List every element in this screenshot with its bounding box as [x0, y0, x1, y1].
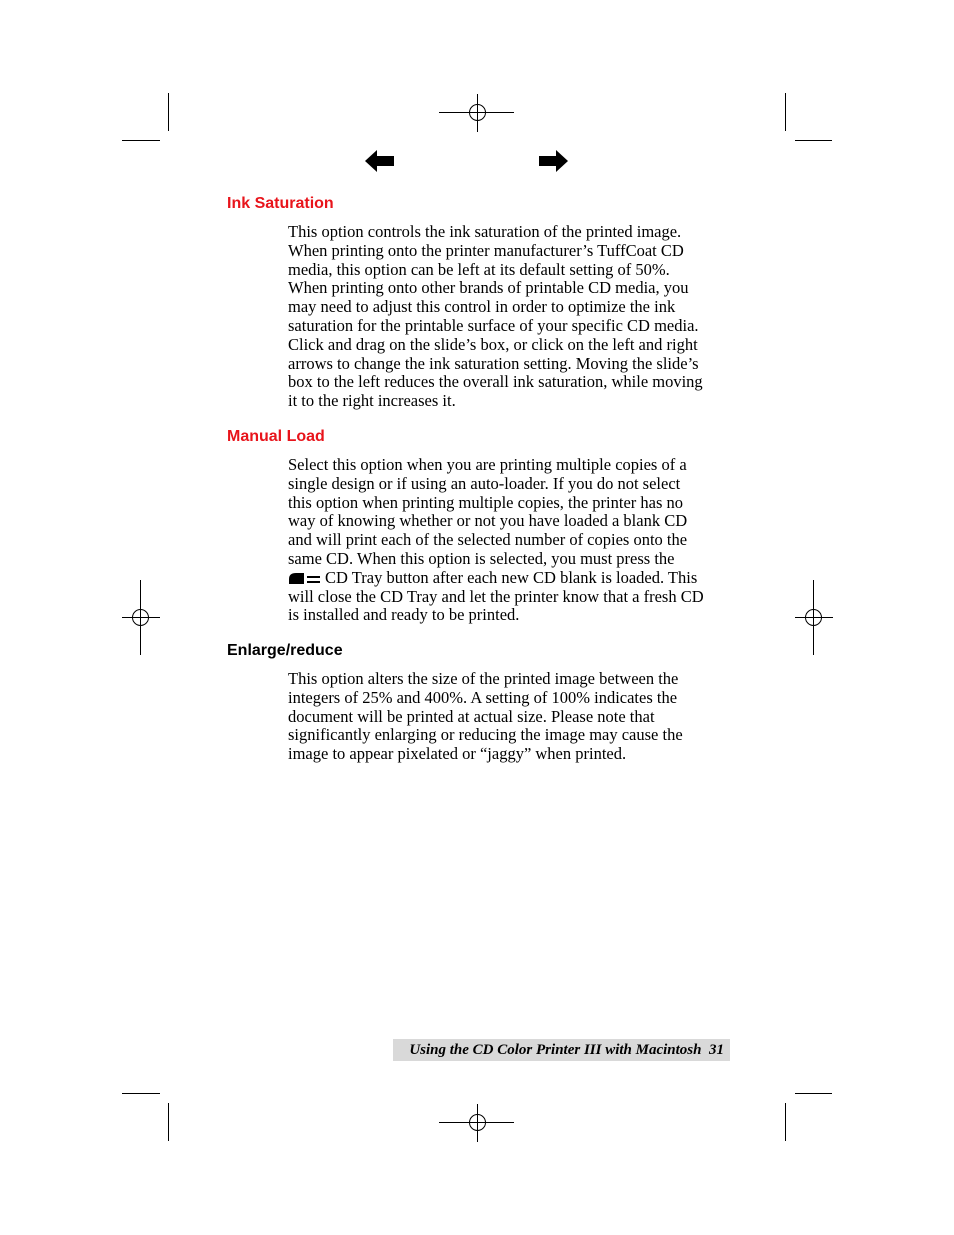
back-button[interactable]	[365, 150, 395, 177]
manual-load-paragraph	[288, 456, 738, 625]
text-line: this option when printing multiple copies, the printer has no	[288, 492, 684, 512]
cd-tray-button-icon	[288, 572, 321, 585]
section-heading-ink-saturation: Ink Saturation	[227, 195, 334, 212]
text-line: single design or if using an auto-loader. If you do not select	[288, 473, 681, 493]
enlarge-reduce-paragraph	[288, 670, 738, 764]
text-fragment: CD Tray button after each new CD blank is loaded. This	[325, 567, 698, 587]
text-line: integers of 25% and 400%. A setting of 100% indicates the	[288, 687, 678, 707]
page-footer	[393, 1039, 730, 1061]
text-line: document will be printed at actual size. Please note that	[288, 706, 655, 726]
arrow-right-icon	[539, 150, 569, 172]
section-heading-enlarge-reduce: Enlarge/reduce	[227, 642, 343, 659]
text-line: will close the CD Tray and let the printer know that a fresh CD	[288, 586, 704, 606]
text-line: is installed and ready to be printed.	[288, 605, 520, 625]
text-line: image to appear pixelated or “jaggy” when printed.	[288, 744, 627, 764]
footer-running-title: Using the CD Color Printer III with Macintosh 31	[409, 1042, 724, 1058]
text-line: arrows to change the ink saturation setting. Moving the slide’s	[288, 353, 699, 373]
text-line: media, this option can be left at its default setting of 50%.	[288, 259, 670, 279]
text-line: Select this option when you are printing multiple copies of a	[288, 455, 687, 474]
text-line: box to the left reduces the overall ink saturation, while moving	[288, 372, 703, 392]
text-line: This option controls the ink saturation of the printed image.	[288, 222, 682, 241]
text-line: When printing onto the printer manufacturer’s TuffCoat CD	[288, 240, 684, 260]
section-heading-manual-load: Manual Load	[227, 428, 325, 445]
text-line: saturation for the printable surface of your specific CD media.	[288, 315, 699, 335]
text-line: When printing onto other brands of printable CD media, you	[288, 278, 689, 298]
text-line: and will print each of the selected number of copies onto the	[288, 530, 688, 550]
text-line-with-icon	[288, 569, 738, 588]
text-line: This option alters the size of the printed image between the	[288, 669, 679, 688]
text-line: it to the right increases it.	[288, 391, 456, 411]
forward-button[interactable]	[539, 150, 569, 177]
arrow-left-icon	[365, 150, 395, 172]
text-line: same CD. When this option is selected, you must press the	[288, 548, 675, 568]
text-line: way of knowing whether or not you have loaded a blank CD	[288, 511, 688, 531]
ink-saturation-paragraph	[288, 223, 738, 411]
text-line: may need to adjust this control in order to optimize the ink	[288, 297, 676, 317]
text-line: Click and drag on the slide’s box, or click on the left and right	[288, 334, 698, 354]
text-line: significantly enlarging or reducing the image may cause the	[288, 725, 683, 745]
